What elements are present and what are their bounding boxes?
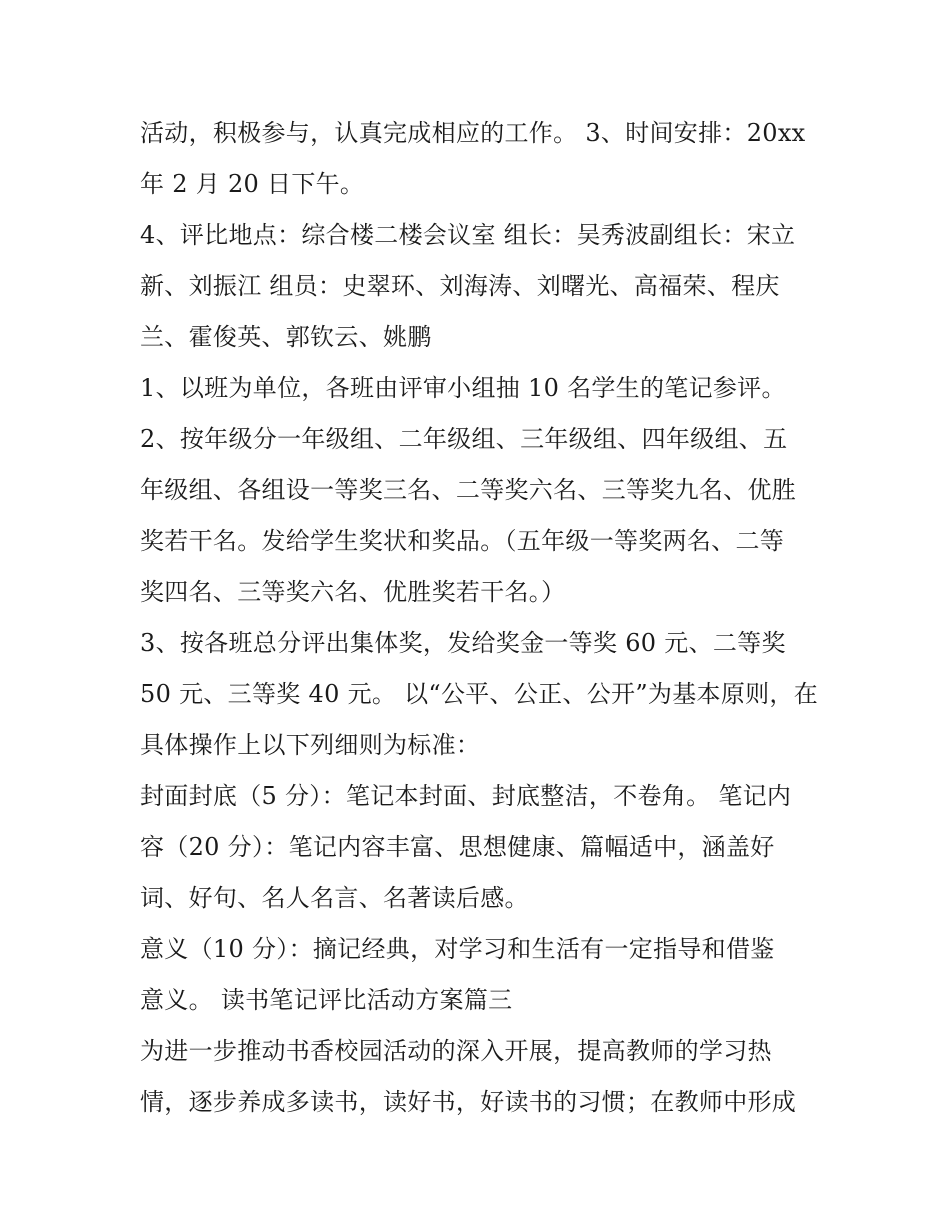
text-line: 奖四名、三等奖六名、优胜奖若干名。） [140,578,566,606]
text-line: 年 2 月 20 日下午。 [140,170,365,198]
text-line: 具体操作上以下列细则为标准： [140,731,481,759]
text-line: 年级组、各组设一等奖三名、二等奖六名、三等奖九名、优胜 [140,476,797,504]
text-line: 50 元、三等奖 40 元。 以“公平、公正、公开”为基本原则，在 [140,680,819,708]
text-line: 3、按各班总分评出集体奖，发给奖金一等奖 60 元、二等奖 [140,629,786,657]
text-line: 1、以班为单位，各班由评审小组抽 10 名学生的笔记参评。 [140,374,786,402]
text-line: 封面封底（5 分）：笔记本封面、封底整洁，不卷角。 笔记内 [140,782,792,810]
text-line: 奖若干名。发给学生奖状和奖品。（五年级一等奖两名、二等 [140,527,785,555]
text-line: 情，逐步养成多读书，读好书，好读书的习惯；在教师中形成 [140,1088,797,1116]
text-line: 新、刘振江 组员：史翠环、刘海涛、刘曙光、高福荣、程庆 [140,272,780,300]
text-line: 为进一步推动书香校园活动的深入开展，提高教师的学习热 [140,1037,772,1065]
text-line: 意义（10 分）：摘记经典，对学习和生活有一定指导和借鉴 [140,935,775,963]
text-line: 词、好句、名人名言、名著读后感。 [140,884,529,912]
document-body [140,108,820,1128]
text-line: 兰、霍俊英、郭钦云、姚鹏 [140,323,432,351]
text-line: 意义。 读书笔记评比活动方案篇三 [140,986,513,1014]
text-line: 活动，积极参与，认真完成相应的工作。 3、时间安排：20xx [140,119,806,147]
text-line: 4、评比地点：综合楼二楼会议室 组长：吴秀波副组长：宋立 [140,221,796,249]
text-line: 容（20 分）：笔记内容丰富、思想健康、篇幅适中，涵盖好 [140,833,775,861]
text-line: 2、按年级分一年级组、二年级组、三年级组、四年级组、五 [140,425,788,453]
